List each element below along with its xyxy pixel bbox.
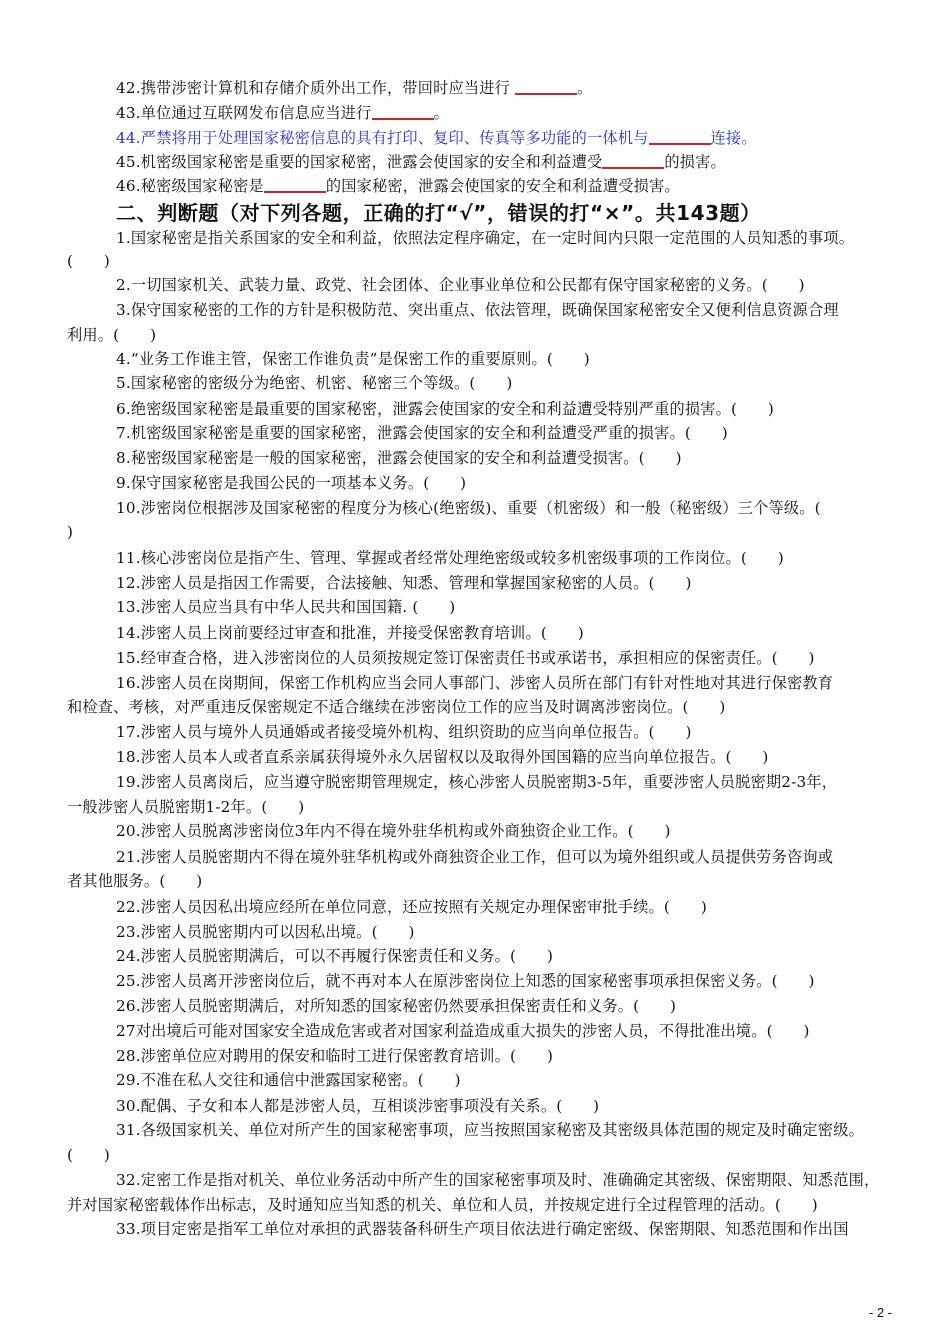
question-line: 16.涉密人员在岗期间，保密工作机构应当会同人事部门、涉密人员所在部门有针对性地对其进行保密教育	[116, 674, 834, 692]
question-line: 10.涉密岗位根据涉及国家秘密的程度分为核心(绝密级)、重要（机密级）和一般（秘密级）三个等级。(	[116, 499, 821, 517]
answer-blank	[515, 79, 577, 95]
question-line: 32.定密工作是指对机关、单位业务活动中所产生的国家秘密事项及时、准确确定其密级、保密期限、知悉范围，	[116, 1171, 880, 1189]
question-line: 8.秘密级国家秘密是一般的国家秘密，泄露会使国家的安全和利益遭受损害。( )	[116, 449, 682, 467]
question-line: 30.配偶、子女和本人都是涉密人员，互相谈涉密事项没有关系。( )	[116, 1097, 600, 1115]
question-line: 者其他服务。( )	[67, 872, 203, 890]
question-line: 3.保守国家秘密的工作的方针是积极防范、突出重点、依法管理，既确保国家秘密安全又便利信息资源合理	[116, 301, 839, 319]
question-line: 23.涉密人员脱密期内可以因私出境。( )	[116, 923, 415, 941]
question-line: )	[67, 523, 74, 541]
question-line: ( )	[67, 1146, 111, 1164]
question-line: 15.经审查合格，进入涉密岗位的人员须按规定签订保密责任书或承诺书，承担相应的保密责任。( )	[116, 649, 815, 667]
page-number: - 2 -	[868, 1305, 892, 1320]
question-line: 17.涉密人员与境外人员通婚或者接受境外机构、组织资助的应当向单位报告。( )	[116, 723, 692, 741]
question-line: 20.涉密人员脱离涉密岗位3年内不得在境外驻华机构或外商独资企业工作。( )	[116, 822, 671, 840]
question-line: 5.国家秘密的密级分为绝密、机密、秘密三个等级。( )	[116, 374, 513, 392]
question-line: 6.绝密级国家秘密是最重要的国家秘密，泄露会使国家的安全和利益遭受特别严重的损害。( )	[116, 400, 775, 418]
question-line: 14.涉密人员上岗前要经过审查和批准，并接受保密教育培训。( )	[116, 624, 584, 642]
question-line: ( )	[67, 252, 111, 270]
fill-item-43: 43.单位通过互联网发布信息应当进行 。	[116, 104, 449, 122]
fill-item-42: 42.携带涉密计算机和存储介质外出工作，带回时应当进行 。	[116, 79, 593, 97]
question-line: 27对出境后可能对国家安全造成危害或者对国家利益造成重大损失的涉密人员，不得批准出境。( )	[116, 1022, 810, 1040]
question-line: 12.涉密人员是指因工作需要，合法接触、知悉、管理和掌握国家秘密的人员。( )	[116, 574, 692, 592]
question-line: 并对国家秘密载体作出标志，及时通知应当知悉的机关、单位和人员，并按规定进行全过程管理的活动。( )	[67, 1196, 818, 1214]
question-line: 13.涉密人员应当具有中华人民共和国国籍. ( )	[116, 598, 456, 616]
question-line: 11.核心涉密岗位是指产生、管理、掌握或者经常处理绝密级或较多机密级事项的工作岗位。( )	[116, 549, 784, 567]
question-line: 24.涉密人员脱密期满后，可以不再履行保密责任和义务。( )	[116, 947, 554, 965]
answer-blank	[372, 104, 434, 120]
fill-item-46: 46.秘密级国家秘密是 的国家秘密，泄露会使国家的安全和利益遭受损害。	[116, 177, 680, 195]
question-line: 一般涉密人员脱密期1-2年。( )	[67, 798, 305, 816]
section-title: 二、判断题（对下列各题，正确的打“√”，错误的打“×”。共143题）	[116, 201, 761, 225]
answer-blank	[264, 177, 326, 193]
question-line: 2.一切国家机关、武装力量、政党、社会团体、企业事业单位和公民都有保守国家秘密的义务。( )	[116, 276, 805, 294]
question-line: 和检查、考核，对严重违反保密规定不适合继续在涉密岗位工作的应当及时调离涉密岗位。( )	[67, 698, 726, 716]
question-line: 28.涉密单位应对聘用的保安和临时工进行保密教育培训。( )	[116, 1047, 554, 1065]
question-line: 1.国家秘密是指关系国家的安全和利益，依照法定程序确定，在一定时间内只限一定范围的人员知悉的事项。	[116, 229, 855, 247]
fill-item-44: 44.严禁将用于处理国家秘密信息的具有打印、复印、传真等多功能的一体机与 连接。	[116, 129, 757, 147]
question-line: 4.“业务工作谁主管，保密工作谁负责”是保密工作的重要原则。( )	[116, 350, 590, 368]
question-line: 29.不准在私人交往和通信中泄露国家秘密。( )	[116, 1071, 461, 1089]
question-line: 利用。( )	[67, 326, 157, 344]
question-line: 18.涉密人员本人或者直系亲属获得境外永久居留权以及取得外国国籍的应当向单位报告。( )	[116, 748, 769, 766]
question-line: 19.涉密人员离岗后，应当遵守脱密期管理规定，核心涉密人员脱密期3-5年，重要涉密人员脱密期2-3年，	[116, 773, 838, 791]
question-line: 25.涉密人员离开涉密岗位后，就不再对本人在原涉密岗位上知悉的国家秘密事项承担保密义务。( )	[116, 972, 815, 990]
question-line: 31.各级国家机关、单位对所产生的国家秘密事项，应当按照国家秘密及其密级具体范围的规定及时确定密级。	[116, 1121, 864, 1139]
question-line: 7.机密级国家秘密是重要的国家秘密，泄露会使国家的安全和利益遭受严重的损害。( )	[116, 424, 728, 442]
question-line: 26.涉密人员脱密期满后，对所知悉的国家秘密仍然要承担保密责任和义务。( )	[116, 997, 677, 1015]
question-line: 33.项目定密是指军工单位对承担的武器装备科研生产项目依法进行确定密级、保密期限、知悉范围和作出国	[116, 1220, 849, 1238]
answer-blank	[602, 153, 664, 169]
fill-item-45: 45.机密级国家秘密是重要的国家秘密，泄露会使国家的安全和利益遭受 的损害。	[116, 153, 726, 171]
answer-blank	[649, 129, 711, 145]
question-line: 21.涉密人员脱密期内不得在境外驻华机构或外商独资企业工作，但可以为境外组织或人员提供劳务咨询或	[116, 848, 834, 866]
question-line: 9.保守国家秘密是我国公民的一项基本义务。( )	[116, 474, 467, 492]
question-line: 22.涉密人员因私出境应经所在单位同意，还应按照有关规定办理保密审批手续。( )	[116, 898, 707, 916]
